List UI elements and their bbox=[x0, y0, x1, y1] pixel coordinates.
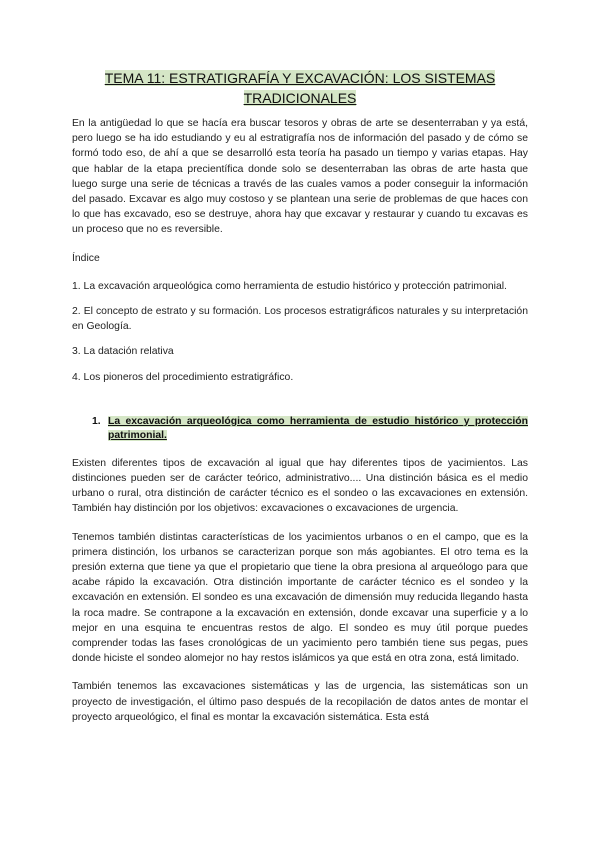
section-1-heading-text: La excavación arqueológica como herramienta de estudio histórico y protección patrimonial. bbox=[108, 415, 528, 441]
section-1-heading bbox=[92, 415, 528, 443]
section-1-paragraph-3: También tenemos las excavaciones sistemáticas y las de urgencia, las sistemáticas son un proyecto de investigación, el último paso después de la recopilación de datos antes de montar el proyecto arqueológico, el final es montar la excavación sistemática. Esta está bbox=[72, 681, 528, 723]
section-1-heading-text-wrap bbox=[108, 415, 528, 443]
document-page bbox=[72, 68, 528, 725]
document-title-text: TEMA 11: ESTRATIGRAFÍA Y EXCAVACIÓN: LOS SISTEMAS TRADICIONALES bbox=[104, 70, 496, 106]
intro-paragraph: En la antigüedad lo que se hacía era buscar tesoros y obras de arte se desenterraban y ya está, pero luego se ha ido estudiando y eu al estratigrafía nos de información del pasado y de cómo se formó todo eso, de ahí a que se desarrolló esta teoría ha pasado un tiempo y varias etapas. Hay que hablar de la etapa precientífica donde solo se desenterraban las obras de arte hasta que luego surge una serie de técnicas a través de las cuales vamos a poder conseguir la información del pasado. Excavar es algo muy costoso y se plantean una serie de problemas de que haces con lo que has excavado, eso se destruye, ahora hay que excavar y restaurar y cuando tu excavas es un proceso que no es reversible. bbox=[72, 118, 528, 236]
section-1-paragraph-1: Existen diferentes tipos de excavación al igual que hay diferentes tipos de yacimientos. Las distinciones pueden ser de carácter teórico, administrativo.... Una distinción básica es el medio urbano o rural, otra distinción de carácter técnico es el sondeo o las excavaciones en extensión. También hay distinción por los objetivos: excavaciones o excavaciones de urgencia. bbox=[72, 457, 528, 515]
index-item-4: 4. Los pioneros del procedimiento estratigráfico. bbox=[72, 371, 294, 383]
section-1-number: 1. bbox=[92, 415, 101, 427]
document-title bbox=[72, 68, 528, 108]
index-item-3: 3. La datación relativa bbox=[72, 346, 174, 358]
index-item-2: 2. El concepto de estrato y su formación. Los procesos estratigráficos naturales y su interpretación en Geología. bbox=[72, 306, 528, 333]
index-label: Índice bbox=[72, 252, 100, 264]
index-item-1: 1. La excavación arqueológica como herramienta de estudio histórico y protección patrimonial. bbox=[72, 280, 507, 292]
section-1-paragraph-2: Tenemos también distintas características de los yacimientos urbanos o en el campo, que es la primera distinción, los urbanos se caracterizan porque son más agobiantes. El otro tema es la presión externa que tiene ya que el propietario que tiene la obra presiona al arqueólogo para que acabe rápido la excavación. Otra distinción importante de carácter técnico es el sondeo y la excavación en extensión. El sondeo es una excavación de dimensión muy reducida llegando hasta la roca madre. Se contrapone a la excavación en extensión, donde excavar una superficie y a lo mejor en una esquina te encuentras restos de algo. El sondeo es muy útil porque puedes comprender todas las fases cronológicas de un yacimiento pero también tiene sus pegas, pues donde hiciste el sondeo alomejor no hay restos islámicos ya que está en otra zona, está limitado. bbox=[72, 531, 528, 665]
